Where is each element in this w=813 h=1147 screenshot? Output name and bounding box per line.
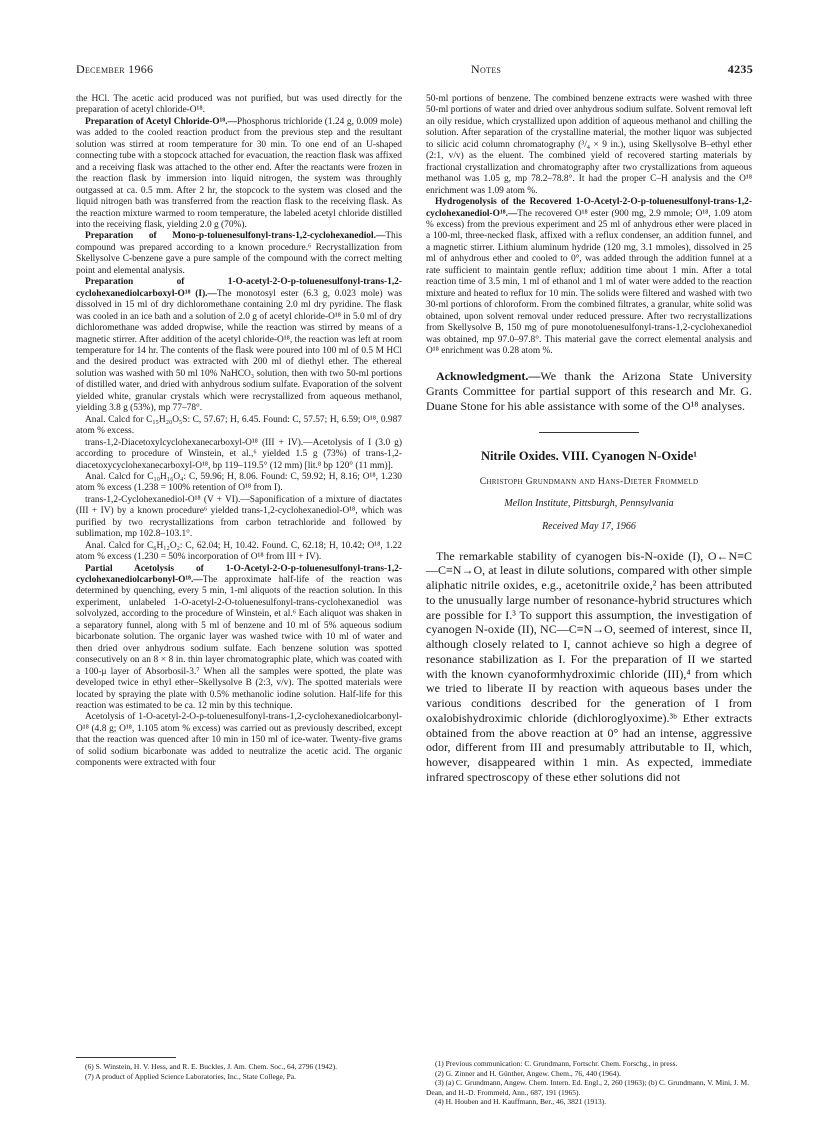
article-affiliation: Mellon Institute, Pittsburgh, Pennsylvania	[504, 497, 674, 509]
article-received-date: Received May 17, 1966	[542, 521, 636, 533]
footnote: (2) G. Zinner and H. Günther, Angew. Chem., 76, 440 (1964).	[435, 1068, 621, 1078]
paragraph: Preparation of Mono-p-toluenesulfonyl-trans-1,2-cyclohexanediol.—This compound was prepared according to a known procedure.⁶ Recrystallization from Skellysolve C-benzene gave a pure sample of the compound with the correct melting point and elemental analysis.	[76, 231, 402, 276]
article-authors: Christoph Grundmann and Hans-Dieter Frommeld	[479, 476, 699, 488]
footnote: (6) S. Winstein, H. V. Hess, and R. E. Buckles, J. Am. Chem. Soc., 64, 2796 (1942).	[85, 1062, 337, 1071]
acknowledgment: Acknowledgment.—We thank the Arizona State University Grants Committee for partial support of this research and Mr. G. Duane Stone for his able assistance with some of the O¹⁸ analyses.	[426, 369, 752, 414]
left-column	[76, 94, 402, 770]
paragraph: Anal. Calcd for C₆H₁₂O₂: C, 62.04; H, 10.42. Found. C, 62.18; H, 10.42; O¹⁸, 1.22 atom % excess (1.230 = 50% incorporation of O¹⁸ from III + IV).	[76, 540, 402, 563]
paragraph: the HCl. The acetic acid produced was not purified, but was used directly for the preparation of acetyl chloride-O¹⁸.	[76, 94, 402, 116]
paragraph: Preparation of 1-O-acetyl-2-O-p-toluenesulfonyl-trans-1,2-cyclohexanediolcarboxyl-O¹⁸ (I).—The monotosyl ester (6.3 g, 0.023 mole) was dissolved in 15 ml of dry dichloromethane containing 2.0 ml dry pyridine. The flask was cooled in an ice bath and a solution of 2.0 g of acetyl chloride-O¹⁸ in 5.0 ml of dry dichloromethane was added dropwise, while the reaction was stirred by means of a magnetic stirrer. After addition of the acetyl chloride-O¹⁸, the reaction was left at room temperature for 14 hr. The contents of the flask were poured into 100 ml of 0.5 M HCl and the desired product was extracted with 200 ml of diethyl ether. The ethereal solution was washed with 50 ml 10% NaHCO₃ solution, then with two 50-ml portions of distilled water, and dried with anhydrous sodium sulfate. Evaporation of the solvent yielded white, granular crystals which were recrystallized from aqueous methanol, yielding 3.8 g (53%), mp 77–78°.	[76, 277, 402, 414]
paragraph: Preparation of Acetyl Chloride-O¹⁸.—Phosphorus trichloride (1.24 g, 0.009 mole) was added to the cooled reaction product from the previous step and the resultant solution was stirred at room temperature for 30 min. To one end of an U-shaped connecting tube with a stopcock attached for evacuation, the reaction flask was affixed and a receiving flask was attached to the other end. After the reactants were frozen in the reaction flask by immersion into liquid nitrogen, the system was throughly outgassed at ca. 0.5 mm. After 2 hr, the stopcock to the system was closed and the liquid nitrogen bath was transferred from the reaction flask to the receiving flask. As the reaction mixture warmed to room temperature, the labeled acetyl chloride distilled into the receiving flask, yielding 2.0 g (70%).	[76, 116, 402, 230]
footnote: (4) H. Houben and H. Kauffmann, Ber., 46, 3821 (1913).	[435, 1097, 607, 1106]
paragraph: Hydrogenolysis of the Recovered 1-O-Acetyl-2-O-p-toluenesulfonyl-trans-1,2-cyclohexanediol-O¹⁸.—The recovered O¹⁸ ester (900 mg, 2.9 mmole; O¹⁸, 1.09 atom % excess) from the previous experiment and 25 ml of anhydrous ether were placed in a 100-ml, three-necked flask, affixed with a reflux condenser, an addition funnel, and a magnetic stirrer. Lithium aluminum hydride (120 mg, 3.1 mmoles), dissolved in 25 ml of anhydrous ether and cooled to 0°, was added through the addition funnel at a rate sufficient to maintain gentle reflux; addition time about 1 min. After a total reaction time of 3.5 min, 1 ml of ethanol and 1 ml of water were added to the reaction mixture and heated to reflux for 10 min. The solids were filtered and washed with two 30-ml portions of chloroform. From the combined filtrates, a granular, white solid was obtained, upon solvent removal under reduced pressure. After two recrystallizations from Skellysolve B, 150 mg of pure monotoluenesulfonyl-trans-1,2-cyclohexanediol was obtained, mp 97.0–97.8°. This material gave the correct elemental analysis and O¹⁸ enrichment was 0.28 atom %.	[426, 197, 752, 356]
article-body: The remarkable stability of cyanogen bis-N-oxide (I), O←N≡C—C≡N→O, at least in dilute solutions, compared with other simple aliphatic nitrile oxides, e.g., acetonitrile oxide,² has been attributed to the unusually large number of resonance-hybrid structures which are possible for I.³ To support this assumption, the investigation of cyanogen N-oxide (II), NC—C≡N→O, seemed of interest, since II, although closely related to I, cannot achieve so high a degree of resonance stabilization as I. For the preparation of II we started with the known cyanoformhydroximic chloride (III),⁴ from which we tried to liberate II by reaction with aqueous bases under the various conditions described for the generation of I from oxalobishydroximic chloride (dichloroglyoxime).³ᵇ Ether extracts obtained from the above reaction at 0° had an intense, aggressive odor, different from III and presumably attributable to II, which, however, disappeared within 1 min. As expected, immediate infrared spectroscopy of these ether solutions did not	[426, 548, 752, 784]
paragraph: 50-ml portions of benzene. The combined benzene extracts were washed with three 50-ml portions of water and dried over anhydrous sodium sulfate. Solvent removal left an oily residue, which crystallized upon addition of aqueous methanol and chilling the solution. After separation of the crystalline material, the mother liquor was subjected to silicic acid column chromatography (³/₄ × 9 in.), using Skellysolve B–ethyl ether (2:1, v/v) as the eluent. The combined yield of recovered starting materials by fractional crystallization and chromatography after two crystallizations from aqueous methanol was 1.05 g, mp 78.2–78.8°. It had the proper C–H analysis and the O¹⁸ enrichment was 1.09 atom %.	[426, 94, 752, 196]
page-number: 4235	[727, 62, 753, 76]
running-date: December 1966	[76, 62, 154, 76]
section-divider	[539, 432, 639, 433]
left-footnotes	[76, 1057, 402, 1081]
paragraph: Anal. Calcd for C₁₅H₂₀O₅S: C, 57.67; H, 6.45. Found: C, 57.57; H, 6.59; O¹⁸, 0.987 atom % excess.	[76, 414, 402, 437]
section-title: Notes	[471, 62, 502, 76]
paragraph: Partial Acetolysis of 1-O-Acetyl-2-O-p-toluenesulfonyl-trans-1,2-cyclohexanediolcarbonyl-O¹⁸.—The approximate half-life of the reaction was determined by quenching, every 5 min, 1-ml aliquots of the reaction solution. In this experiment, unlabeled 1-O-acetyl-2-O-toluenesulfonyl-trans-cyclohexanediol was solvolyzed, according to the procedure of Winstein, et al.⁶ Each aliquot was shaken in a separatory funnel, along with 5 ml of benzene and 10 ml of 5% aqueous sodium bicarbonate solution. The organic layer was washed twice with 10 ml of water and then dried over anhydrous sodium sulfate. Each benzene solution was spotted consecutively on an 8 × 8 in. thin layer chromatographic plate, which was coated with a 100-μ layer of Absorbosil-3.⁷ When all the samples were spotted, the plate was developed twice in ethyl ether–Skellysolve B (2:3, v/v). The spotted materials were located by spraying the plate with 0.5% methanolic iodine solution. Half-life for this reaction was estimated to be ca. 12 min by this technique.	[76, 563, 402, 712]
page-header	[76, 62, 753, 78]
right-footnotes	[426, 1059, 752, 1107]
paragraph: trans-1,2-Cyclohexanediol-O¹⁸ (V + VI).—Saponification of a mixture of diactates (III + IV) by a known procedure⁶ yielded trans-1,2-cyclohexanediol-O¹⁸, which was purified by two recrystallizations from carbon tetrachloride and followed by sublimation, mp 102.8–103.1°.	[76, 494, 402, 540]
article-title: Nitrile Oxides. VIII. Cyanogen N-Oxide¹	[480, 448, 698, 463]
footnote-rule	[76, 1057, 176, 1058]
right-column	[426, 94, 752, 785]
footnote: (1) Previous communication: C. Grundmann, Fortschr. Chem. Forschg., in press.	[435, 1059, 678, 1068]
paragraph: trans-1,2-Diacetoxylcyclohexanecarboxyl-O¹⁸ (III + IV).—Acetolysis of I (3.0 g) according to procedure of Winstein, et al.,⁶ yielded 1.5 g (73%) of trans-1,2-diacetoxycyclohexanecarboxyl-O¹⁸, bp 119–119.5° (12 mm) [lit.⁸ bp 120° (11 mm)].	[76, 437, 402, 471]
paragraph: Anal. Calcd for C₁₀H₁₆O₄: C, 59.96; H, 8.06. Found: C, 59.92; H, 8.16; O¹⁸, 1.230 atom % excess (1.238 = 100% retention of O¹⁸ from I).	[76, 471, 402, 494]
paragraph: Acetolysis of 1-O-acetyl-2-O-p-toluenesulfonyl-trans-1,2-cyclohexanediolcarbonyl-O¹⁸ (4.8 g; O¹⁸, 1.105 atom % excess) was carried out as previously described, except that the reaction was quenced after 10 min in 150 ml of ice-water. Twenty-five grams of solid sodium bicarbonate was added to neutralize the acetic acid. The organic components were extracted with four	[76, 712, 402, 769]
footnote: (7) A product of Applied Science Laboratories, Inc., State College, Pa.	[85, 1071, 296, 1081]
footnote: (3) (a) C. Grundmann, Angew. Chem. Intern. Ed. Engl., 2, 260 (1963); (b) C. Grundmann, V. Mini, J. M. Dean, and H.-D. Frommeld, Ann., 687, 191 (1965).	[426, 1078, 749, 1097]
